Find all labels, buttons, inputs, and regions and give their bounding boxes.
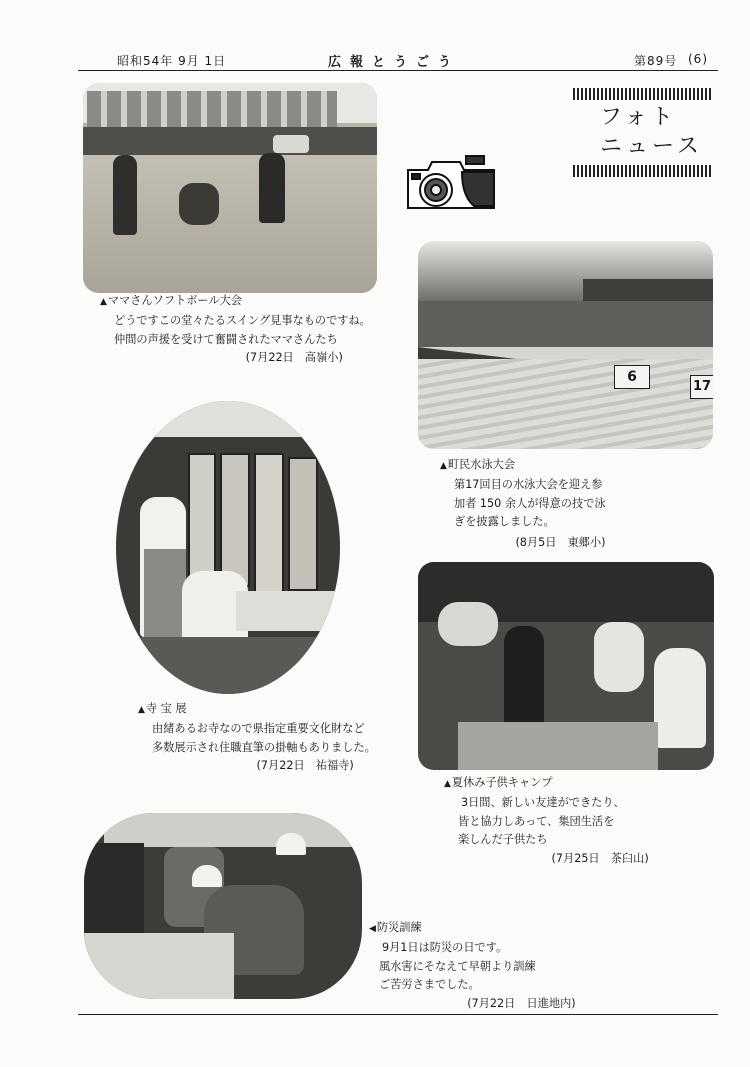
caption-line: 風水害にそなえて早朝より訓練 xyxy=(379,959,536,973)
disaster-drill-photo xyxy=(84,813,362,999)
caption-title: ▲ 寺 宝 展 xyxy=(138,700,376,720)
masthead-stripes-bottom xyxy=(573,165,713,177)
softball-photo xyxy=(83,83,377,293)
caption-title: ▲ 町民水泳大会 xyxy=(440,456,606,476)
caption-line: 第17回目の水泳大会を迎え参 xyxy=(454,477,603,491)
lane-number: 17 xyxy=(690,375,713,399)
caption-date: (7月25日 茶臼山) xyxy=(551,852,649,866)
caption-line: 多数展示され住職直筆の掛軸もありました。 xyxy=(152,740,376,754)
caption-date: (7月22日 祐福寺) xyxy=(256,759,354,773)
caption-title: ▲ 夏休み子供キャンプ xyxy=(444,774,625,794)
issue-number: 第89号 xyxy=(634,54,678,68)
header-rule xyxy=(78,70,718,71)
header-date: 昭和54年 9月 1日 xyxy=(117,54,227,68)
caption-line: 仲間の声援を受けて奮闘されたママさんたち xyxy=(114,332,338,346)
masthead-title-2: ニュース xyxy=(600,134,703,159)
caption-line: 楽しんだ子供たち xyxy=(458,833,548,847)
caption-date: (7月22日 高嶺小) xyxy=(245,351,343,365)
newsletter-title: 広報とうごう xyxy=(328,55,461,70)
caption-line: 皆と協力しあって、集団生活を xyxy=(458,814,615,828)
caption-line: 3日間、新しい友達ができたり、 xyxy=(461,795,625,809)
disaster-drill-caption xyxy=(376,919,576,1014)
caption-line: 加者 150 余人が得意の技で泳 xyxy=(454,496,606,510)
caption-line: ぎを披露しました。 xyxy=(454,515,555,529)
masthead-stripes-top xyxy=(573,88,713,100)
caption-title: ▲ ママさんソフトボール大会 xyxy=(100,292,371,312)
masthead-title-1: フォト xyxy=(600,105,677,130)
summer-camp-photo xyxy=(418,562,714,770)
caption-date: (8月5日 東郷小) xyxy=(515,536,606,550)
page-number: (6) xyxy=(688,52,708,66)
caption-date: (7月22日 日進地内) xyxy=(467,997,576,1011)
caption-line: 由緒あるお寺なので県指定重要文化財など xyxy=(152,721,365,735)
softball-caption xyxy=(107,292,371,368)
caption-line: どうですこの堂々たるスイング見事なものですね。 xyxy=(114,313,371,327)
swimming-caption xyxy=(447,456,606,553)
caption-line: 9月1日は防災の日です。 xyxy=(382,940,508,954)
summer-camp-caption xyxy=(451,774,649,869)
camera-icon xyxy=(402,150,500,212)
temple-exhibit-photo xyxy=(116,401,340,694)
footer-rule xyxy=(78,1014,718,1015)
lane-number: 6 xyxy=(614,365,650,389)
swimming-photo xyxy=(418,241,713,449)
caption-line: ご苦労さまでした。 xyxy=(379,978,480,992)
temple-exhibit-caption xyxy=(145,700,376,776)
caption-title: ◀ 防災訓練 xyxy=(369,919,536,939)
